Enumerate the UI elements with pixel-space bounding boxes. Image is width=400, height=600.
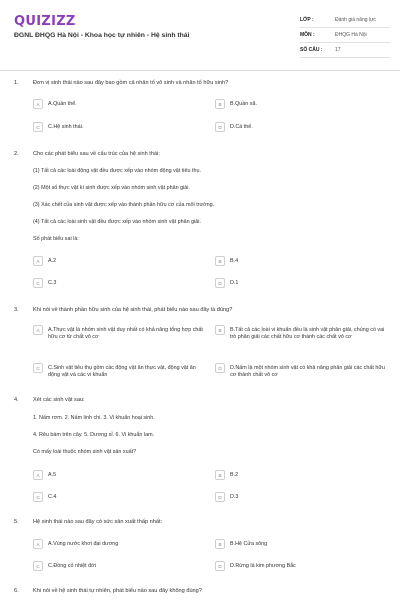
option-a[interactable] xyxy=(33,325,203,341)
option-letter: B xyxy=(215,256,225,266)
option-text: C.4 xyxy=(48,493,57,500)
option-text: B.Tất cả các loài vi khuẩn đều là sinh vật phân giải, chúng có vai trò phân giải các chất hữu cơ thành các chất vô cơ xyxy=(230,326,385,340)
statement-line: (4) Tất cả các loài sinh vật đều được xếp vào nhóm sinh vật phân giải. xyxy=(33,219,201,225)
info-label: LỚP : xyxy=(300,17,314,23)
info-value: ĐHQG Hà Nội xyxy=(335,32,367,38)
option-letter: D xyxy=(215,561,225,571)
worksheet-header xyxy=(0,0,400,66)
option-c[interactable] xyxy=(33,363,203,379)
option-text: A.Thực vật là nhóm sinh vật duy nhất có khả năng tổng hợp chất hữu cơ từ chất vô cơ xyxy=(48,326,203,340)
option-a[interactable] xyxy=(33,99,203,109)
option-d[interactable] xyxy=(215,363,385,379)
option-a[interactable] xyxy=(33,470,203,480)
question-number: 4. xyxy=(14,397,19,403)
question-number: 3. xyxy=(14,307,19,313)
course-title: ĐGNL ĐHQG Hà Nội - Khoa học tự nhiên - Hệ sinh thái xyxy=(14,32,190,39)
question-number: 5. xyxy=(14,519,19,525)
option-c[interactable] xyxy=(33,278,203,288)
option-text: A.2 xyxy=(48,257,57,264)
option-letter: C xyxy=(33,363,43,373)
option-b[interactable] xyxy=(215,539,385,549)
option-d[interactable] xyxy=(215,122,385,132)
option-letter: B xyxy=(215,470,225,480)
statement-line: 4. Rêu bám trên cây. 5. Dương xỉ. 6. Vi khuẩn lam. xyxy=(33,432,155,438)
statement-line: (1) Tất cả các loài động vật đều được xếp vào nhóm động vật tiêu thụ. xyxy=(33,168,201,174)
option-a[interactable] xyxy=(33,256,203,266)
option-text: B.2 xyxy=(230,471,239,478)
option-d[interactable] xyxy=(215,561,385,571)
option-b[interactable] xyxy=(215,99,385,109)
question-number: 2. xyxy=(14,151,19,157)
statement-line: 1. Nấm rơm. 2. Nấm linh chi. 3. Vi khuẩn hoại sinh. xyxy=(33,415,155,421)
option-text: C.Đồng cỏ nhiệt đới xyxy=(48,562,96,569)
info-table xyxy=(300,13,390,58)
option-text: A.Quần thể. xyxy=(48,100,77,107)
option-letter: B xyxy=(215,539,225,549)
option-letter: B xyxy=(215,99,225,109)
question-text: Khi nói về hệ sinh thái tự nhiên, phát biểu nào sau đây không đúng? xyxy=(33,588,202,594)
option-letter: D xyxy=(215,363,225,373)
option-b[interactable] xyxy=(215,470,385,480)
question-text: Hệ sinh thái nào sau đây có sức sản xuất thấp nhất: xyxy=(33,519,163,525)
option-text: D.Cá thể. xyxy=(230,123,253,130)
option-letter: C xyxy=(33,492,43,502)
option-c[interactable] xyxy=(33,492,203,502)
option-text: B.Hệ Cửa sông xyxy=(230,540,268,547)
option-text: C.Hệ sinh thái. xyxy=(48,123,84,130)
option-text: D.Rừng lá kim phương Bắc xyxy=(230,562,296,569)
option-letter: D xyxy=(215,278,225,288)
option-text: B.4 xyxy=(230,257,239,264)
option-a[interactable] xyxy=(33,539,203,549)
option-letter: A xyxy=(33,539,43,549)
option-letter: A xyxy=(33,470,43,480)
question-text: Đơn vị sinh thái nào sau đây bao gồm cả nhân tố vô sinh và nhân tố hữu sinh? xyxy=(33,80,229,86)
info-value: Đánh giá năng lực xyxy=(335,17,376,23)
question-text: Xét các sinh vật sau: xyxy=(33,397,85,403)
question-text: Khi nói về thành phần hữu sinh của hệ sinh thái, phát biểu nào sau đây là đúng? xyxy=(33,307,233,313)
option-text: C.Sinh vật tiêu thụ gồm các động vật ăn thực vật, động vật ăn động vật và các vi khuẩn xyxy=(48,364,196,378)
statement-line: (2) Một số thực vật kí sinh được xếp vào nhóm sinh vật phân giải. xyxy=(33,185,190,191)
option-text: A.Vùng nước khơi đại dương xyxy=(48,540,119,547)
option-text: D.3 xyxy=(230,493,239,500)
header-divider xyxy=(0,70,400,71)
quizizz-logo: QUIZIZZ xyxy=(14,14,76,29)
option-text: C.3 xyxy=(48,279,57,286)
question-number: 1. xyxy=(14,80,19,86)
statement-line: Số phát biểu sai là: xyxy=(33,236,79,242)
option-c[interactable] xyxy=(33,122,203,132)
option-text: D.1 xyxy=(230,279,239,286)
info-value: 17 xyxy=(335,47,341,53)
option-text: D.Nấm là một nhóm sinh vật có khả năng phân giải các chất hữu cơ thành chất vô cơ xyxy=(230,364,385,378)
statement-line: Có mấy loài thuộc nhóm sinh vật sản xuất? xyxy=(33,449,137,455)
option-letter: C xyxy=(33,278,43,288)
info-row-class xyxy=(300,13,390,28)
option-text: B.Quần xã. xyxy=(230,100,257,107)
option-b[interactable] xyxy=(215,325,385,341)
option-letter: C xyxy=(33,561,43,571)
option-c[interactable] xyxy=(33,561,203,571)
info-row-count xyxy=(300,43,390,58)
info-label: MÔN : xyxy=(300,32,315,38)
option-text: A.5 xyxy=(48,471,57,478)
option-letter: A xyxy=(33,325,43,335)
option-d[interactable] xyxy=(215,492,385,502)
question-number: 6. xyxy=(14,588,19,594)
statement-line: (3) Xác chết của sinh vật được xếp vào thành phần hữu cơ của môi trường. xyxy=(33,202,215,208)
info-label: SỐ CÂU : xyxy=(300,47,323,53)
option-letter: C xyxy=(33,122,43,132)
option-b[interactable] xyxy=(215,256,385,266)
option-letter: D xyxy=(215,492,225,502)
option-letter: D xyxy=(215,122,225,132)
option-letter: B xyxy=(215,325,225,335)
option-d[interactable] xyxy=(215,278,385,288)
option-letter: A xyxy=(33,99,43,109)
info-row-subject xyxy=(300,28,390,43)
option-letter: A xyxy=(33,256,43,266)
question-text: Cho các phát biểu sau về cấu trúc của hệ sinh thái: xyxy=(33,151,160,157)
